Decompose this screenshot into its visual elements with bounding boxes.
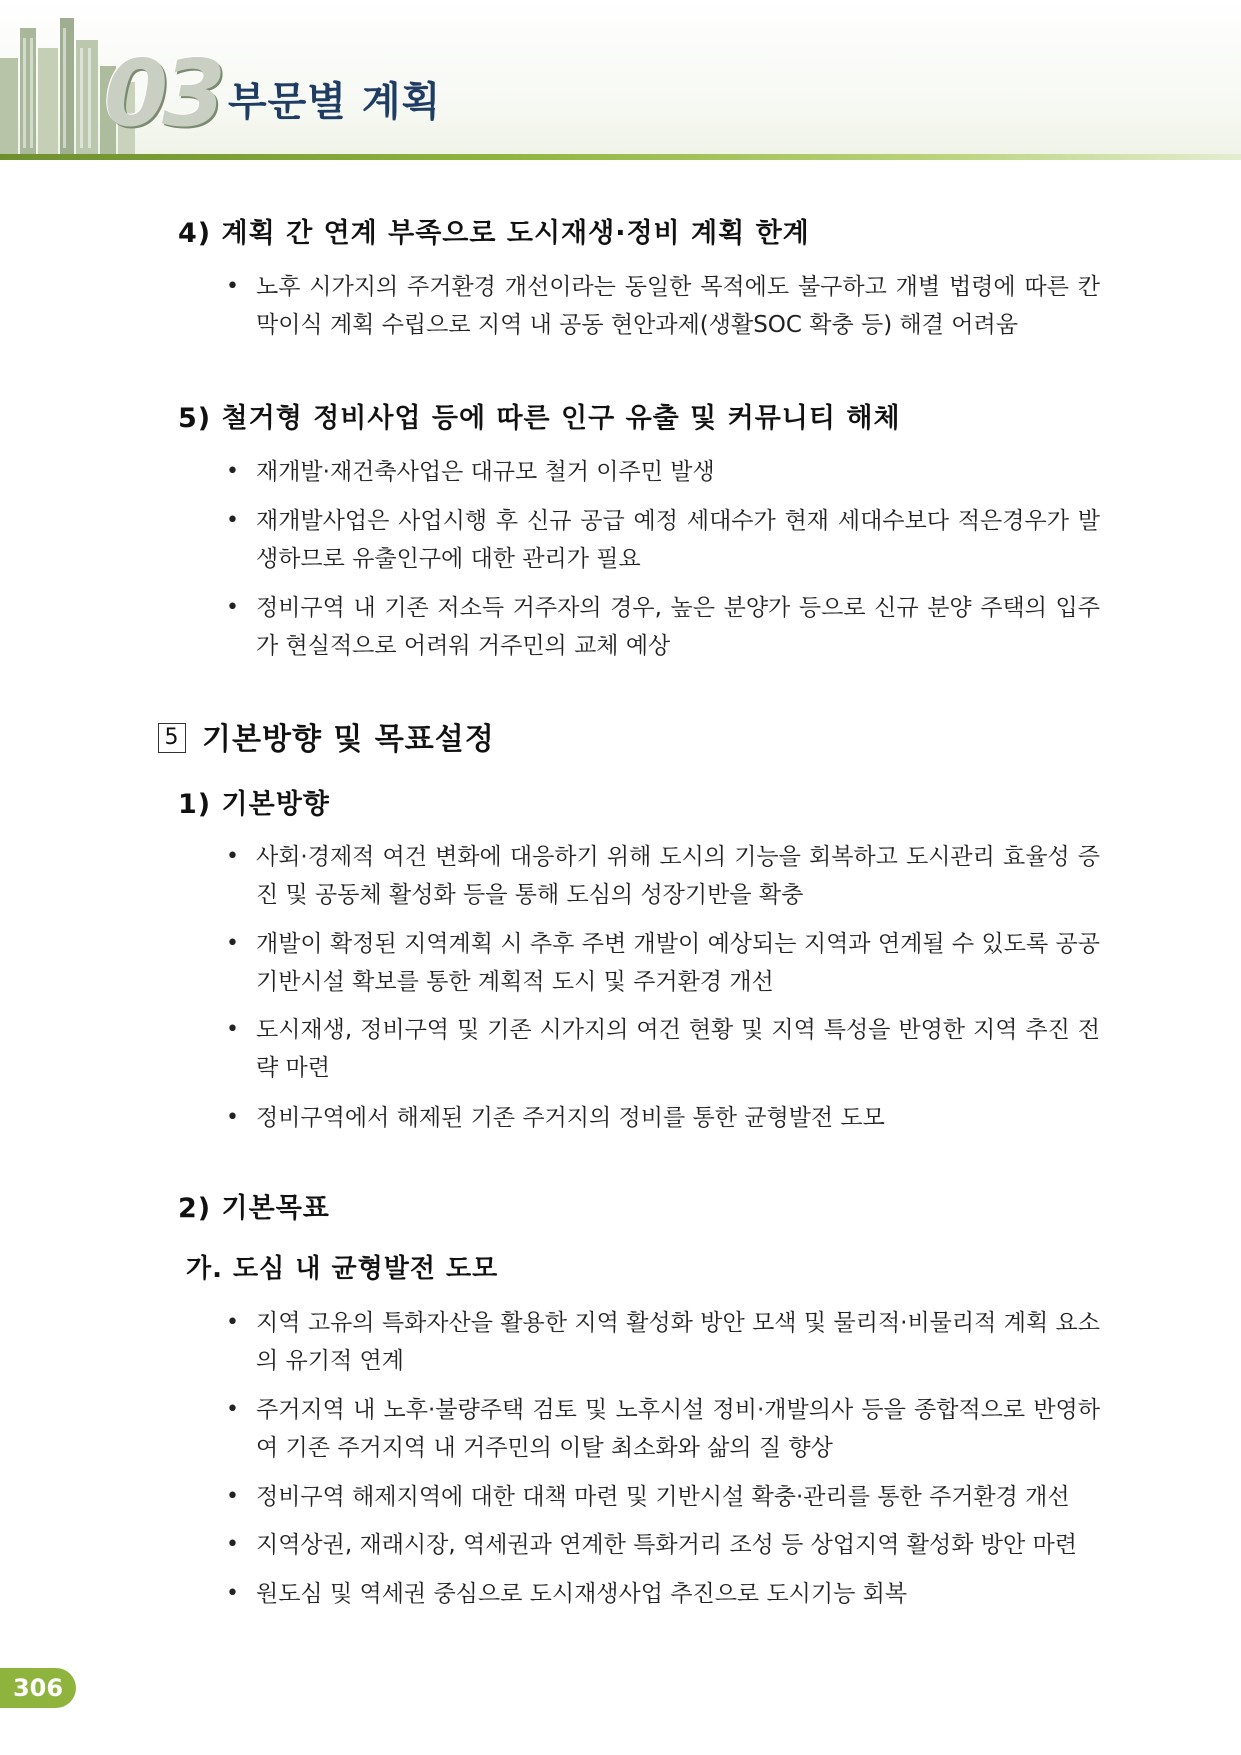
page-number: 306 xyxy=(0,1668,76,1708)
list-item xyxy=(226,268,1100,344)
bullet-dot: • xyxy=(226,844,239,869)
section-number-box: 5 xyxy=(158,723,186,753)
list-item xyxy=(226,1304,1100,1380)
main-section-heading xyxy=(158,714,495,758)
list-item xyxy=(226,1099,1100,1137)
list-item xyxy=(226,1391,1100,1467)
chapter-header xyxy=(0,0,1241,160)
list-item xyxy=(226,1526,1100,1564)
bullet-dot: • xyxy=(226,595,239,620)
list-item-text: 재개발·재건축사업은 대규모 철거 이주민 발생 xyxy=(256,459,715,485)
list-item-text: 주거지역 내 노후·불량주택 검토 및 노후시설 정비·개발의사 등을 종합적으로 반영하여 기존 주거지역 내 거주민의 이탈 최소화와 삶의 질 향상 xyxy=(256,1397,1100,1461)
list-item-text: 정비구역 해제지역에 대한 대책 마련 및 기반시설 확충·관리를 통한 주거환경 개선 xyxy=(256,1484,1070,1510)
list-item xyxy=(226,925,1100,1001)
list-item-text: 도시재생, 정비구역 및 기존 시가지의 여건 현황 및 지역 특성을 반영한 지역 추진 전략 마련 xyxy=(256,1017,1100,1081)
list-item-text: 지역상권, 재래시장, 역세권과 연계한 특화거리 조성 등 상업지역 활성화 방안 마련 xyxy=(256,1532,1077,1558)
list-item xyxy=(226,1478,1100,1516)
list-item-text: 개발이 확정된 지역계획 시 추후 주변 개발이 예상되는 지역과 연계될 수 있도록 공공 기반시설 확보를 통한 계획적 도시 및 주거환경 개선 xyxy=(256,931,1100,995)
bullet-dot: • xyxy=(226,459,239,484)
main-section-title: 기본방향 및 목표설정 xyxy=(202,722,495,757)
list-item xyxy=(226,1575,1100,1613)
bullet-dot: • xyxy=(226,1017,239,1042)
bullet-dot: • xyxy=(226,931,239,956)
list-item-text: 재개발사업은 사업시행 후 신규 공급 예정 세대수가 현재 세대수보다 적은경우가 발생하므로 유출인구에 대한 관리가 필요 xyxy=(256,508,1100,572)
header-divider xyxy=(0,154,1241,160)
bullet-dot: • xyxy=(226,1397,239,1422)
bullet-dot: • xyxy=(226,1310,239,1335)
list-item xyxy=(226,838,1100,914)
subsection-heading-basic-direction: 1) 기본방향 xyxy=(178,789,330,820)
bullet-dot: • xyxy=(226,1581,239,1606)
list-item xyxy=(226,1011,1100,1087)
list-item-text: 노후 시가지의 주거환경 개선이라는 동일한 목적에도 불구하고 개별 법령에 따른 칸막이식 계획 수립으로 지역 내 공동 현안과제(생활SOC 확충 등) 해결 어려움 xyxy=(256,274,1100,338)
list-item xyxy=(226,453,1100,491)
sub-subsection-heading: 가. 도심 내 균형발전 도모 xyxy=(186,1254,499,1284)
bullet-dot: • xyxy=(226,1532,239,1557)
list-item-text: 지역 고유의 특화자산을 활용한 지역 활성화 방안 모색 및 물리적·비물리적 계획 요소의 유기적 연계 xyxy=(256,1310,1100,1374)
bullet-dot: • xyxy=(226,508,239,533)
list-item-text: 사회·경제적 여건 변화에 대응하기 위해 도시의 기능을 회복하고 도시관리 효율성 증진 및 공동체 활성화 등을 통해 도심의 성장기반을 확충 xyxy=(256,844,1100,908)
chapter-title: 부문별 계획 xyxy=(228,79,442,125)
bullet-dot: • xyxy=(226,1105,239,1130)
section-heading-5: 5) 철거형 정비사업 등에 따른 인구 유출 및 커뮤니티 해체 xyxy=(178,403,901,434)
list-item xyxy=(226,502,1100,578)
bullet-dot: • xyxy=(226,1484,239,1509)
bullet-dot: • xyxy=(226,274,239,299)
section-heading-4: 4) 계획 간 연계 부족으로 도시재생·정비 계획 한계 xyxy=(178,218,810,249)
list-item-text: 정비구역에서 해제된 기존 주거지의 정비를 통한 균형발전 도모 xyxy=(256,1105,885,1131)
subsection-heading-basic-goal: 2) 기본목표 xyxy=(178,1193,330,1224)
list-item-text: 정비구역 내 기존 저소득 거주자의 경우, 높은 분양가 등으로 신규 분양 주택의 입주가 현실적으로 어려워 거주민의 교체 예상 xyxy=(256,595,1100,659)
list-item xyxy=(226,589,1100,665)
list-item-text: 원도심 및 역세권 중심으로 도시재생사업 추진으로 도시기능 회복 xyxy=(256,1581,908,1607)
chapter-number: 03 xyxy=(104,40,221,147)
